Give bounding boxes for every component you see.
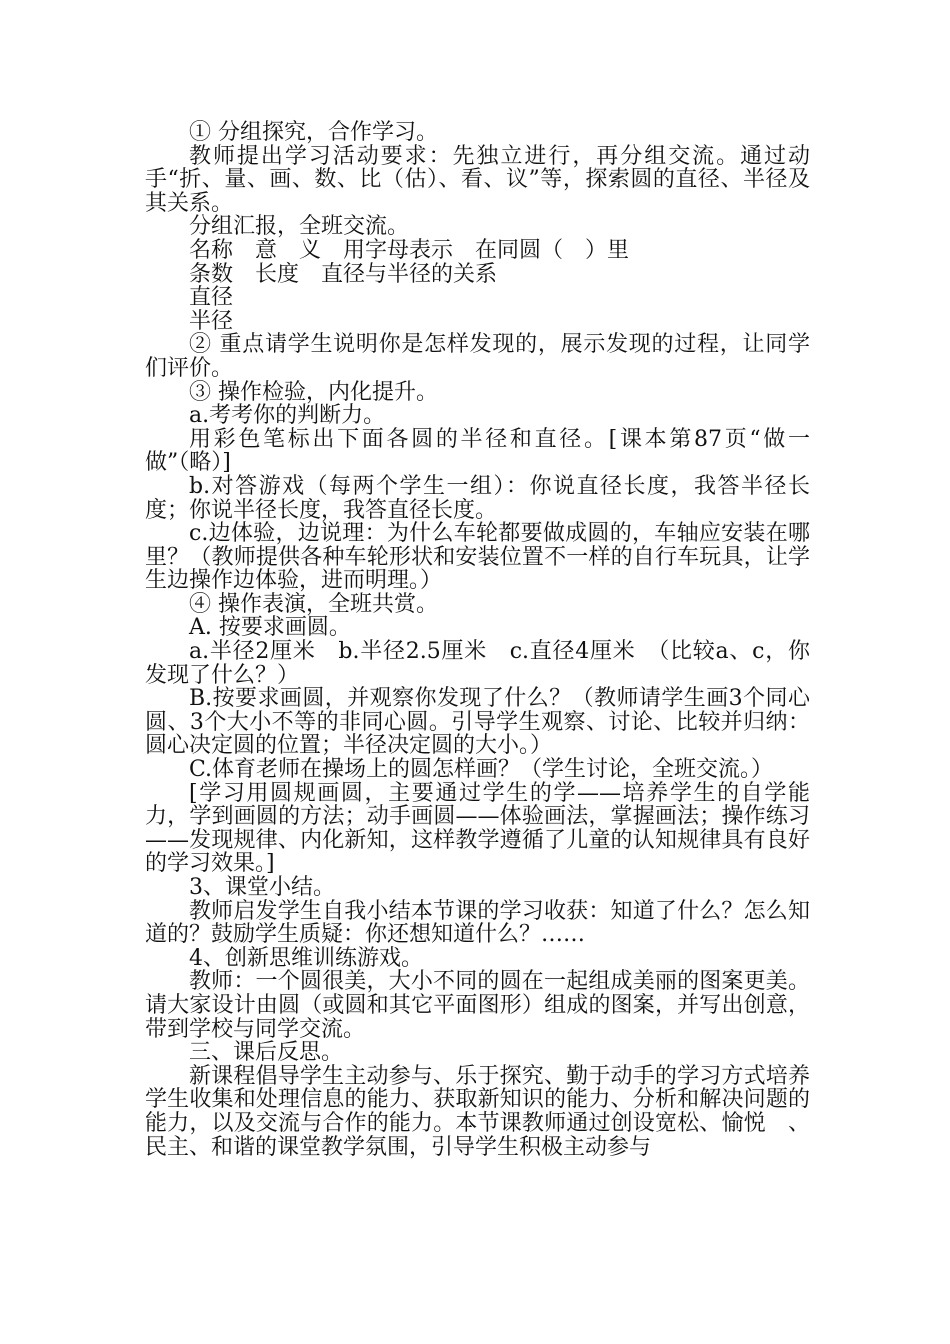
paragraph: C.体育老师在操场上的圆怎样画？（学生讨论，全班交流。） (189, 757, 774, 783)
paragraph: ① 分组探究，合作学习。 (189, 120, 438, 145)
paragraph: B.按要求画圆，并观察你发现了什么？（教师请学生画3个同心圆、3个大小不等的非同心圆。引导学生观察、讨论、比较并归纳：圆心决定圆的位置；半径决定圆的大小。） (145, 686, 810, 759)
paragraph: 分组汇报，全班交流。 (189, 214, 410, 240)
table-row-text: 半径 (189, 308, 234, 334)
section-heading: 4、创新思维训练游戏。 (189, 945, 423, 971)
paragraph: 新课程倡导学生主动参与、乐于探究、勤于动手的学习方式培养学生收集和处理信息的能力、获取新知识的能力、分析和解决问题的能力，以及交流与合作的能力。本节课教师通过创设宽松、愉悦 、民主、和谐的课堂教学氛围，引导学生积极主动参与 (145, 1063, 810, 1160)
paragraph: ② 重点请学生说明你是怎样发现的，展示发现的过程，让同学们评价。 (145, 332, 810, 381)
paragraph: A. 按要求画圆。 (189, 615, 351, 641)
paragraph: a.考考你的判断力。 (189, 403, 386, 429)
paragraph: c.边体验，边说理：为什么车轮都要做成圆的，车轴应安装在哪里？（教师提供各种车轮形状和安装位置不一样的自行车玩具，让学生边操作边体验，进而明理。） (145, 521, 810, 594)
paragraph: 教师启发学生自我小结本节课的学习收获：知道了什么？怎么知道的？鼓励学生质疑：你还想知道什么？…… (145, 898, 810, 948)
paragraph: [学习用圆规画圆，主要通过学生的学——培养学生的自学能力，学到画圆的方法；动手画圆——体验画法，掌握画法；操作练习——发现规律、内化新知，这样教学遵循了儿童的认知规律具有良好的学习效果。] (145, 780, 810, 877)
paragraph: b.对答游戏（每两个学生一组）：你说直径长度，我答半径长度；你说半径长度，我答直径长度。 (145, 473, 810, 523)
paragraph: 教师提出学习活动要求：先独立进行，再分组交流。通过动手“折、量、画、数、比（估）、看、议”等，探索圆的直径、半径及其关系。 (145, 143, 810, 216)
table-row-text: 条数 长度 直径与半径的关系 (189, 261, 498, 287)
section-heading: 三、课后反思。 (189, 1040, 344, 1066)
paragraph: ④ 操作表演，全班共赏。 (189, 591, 438, 617)
table-row-text: 名称 意 义 用字母表示 在同圆（ ）里 (189, 237, 630, 263)
paragraph: a.半径2厘米 b.半径2.5厘米 c.直径4厘米 （比较a、c，你发现了什么？） (145, 639, 810, 688)
section-heading: 3、课堂小结。 (189, 875, 335, 900)
paragraph: ③ 操作检验，内化提升。 (189, 379, 438, 405)
paragraph: 教师：一个圆很美，大小不同的圆在一起组成美丽的图案更美。请大家设计由圆（或圆和其它平面图形）组成的图案，并写出创意，带到学校与同学交流。 (145, 969, 810, 1042)
paragraph: 用彩色笔标出下面各圆的半径和直径。[课本第87页“做一做”（略）] (145, 426, 810, 476)
document-body (145, 121, 810, 1159)
table-row-text: 直径 (189, 285, 234, 311)
